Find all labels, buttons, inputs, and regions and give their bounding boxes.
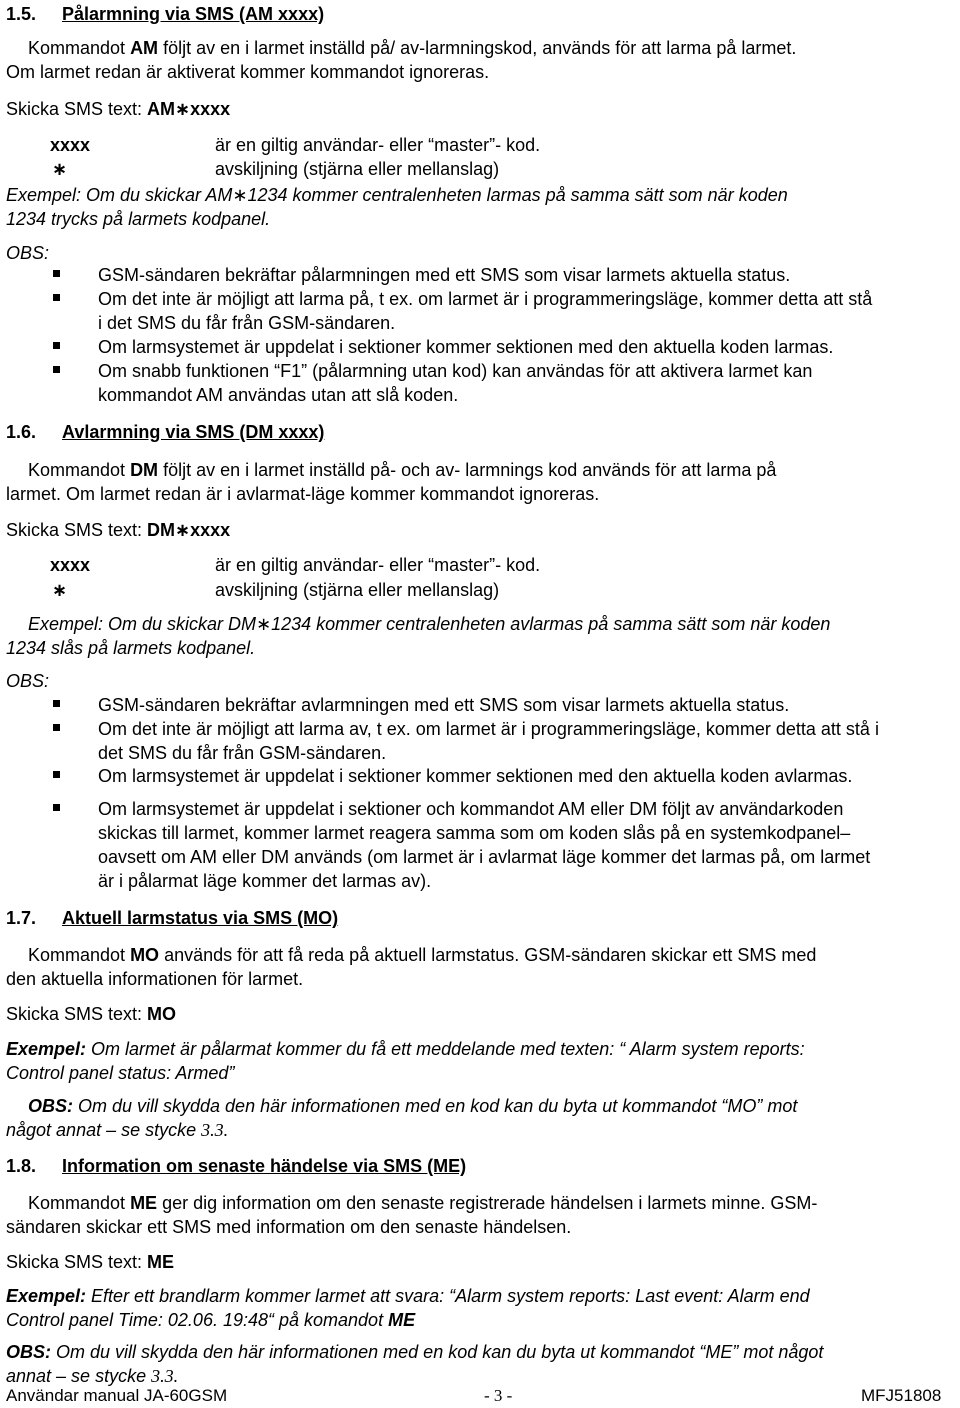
sms-code: AM∗xxxx — [147, 99, 231, 119]
term-definition: avskiljning (stjärna eller mellanslag) — [215, 580, 500, 600]
command: MO — [130, 945, 160, 965]
section-title-1-7: Aktuell larmstatus via SMS (MO) — [62, 908, 339, 928]
label: Skicka SMS text: — [6, 520, 148, 540]
text: Om du vill skydda den här informationen med en kod kan du byta ut kommandot “ME” mot något — [51, 1342, 824, 1362]
bullet-text: Om snabb funktionen “F1” (pålarmning utan kod) kan användas för att aktivera larmet kan — [98, 361, 813, 381]
term-definition: är en giltig användar- eller “master”- kod. — [215, 555, 541, 575]
bullet-icon — [53, 270, 60, 277]
bullet-text: GSM-sändaren bekräftar avlarmningen med ett SMS som visar larmets aktuella status. — [98, 695, 790, 715]
obs-note — [6, 1118, 228, 1142]
section-reference: 3.3. — [151, 1366, 179, 1386]
text: följt av en i larmet inställd på/ av-larmningskod, används för att larma på larmet. — [158, 38, 797, 58]
bullet-text: Om larmsystemet är uppdelat i sektioner kommer sektionen med den aktuella koden larmas. — [98, 337, 834, 357]
bullet-icon — [53, 366, 60, 373]
paragraph — [28, 943, 816, 967]
bullet-icon — [53, 771, 60, 778]
bullet-text: Om det inte är möjligt att larma på, t ex. om larmet är i programmeringsläge, kommer detta att stå — [98, 289, 873, 309]
footer-page-number: - 3 - — [484, 1386, 513, 1405]
paragraph: Om larmet redan är aktiverat kommer kommandot ignoreras. — [6, 62, 490, 82]
bullet-icon — [53, 724, 60, 731]
example-line: Exempel: Om du skickar DM∗1234 kommer centralenheten avlarmas på samma sätt som när koden — [28, 614, 831, 634]
obs-label: OBS: — [6, 671, 50, 691]
bullet-text: Om larmsystemet är uppdelat i sektioner kommer sektionen med den aktuella koden avlarmas. — [98, 766, 853, 786]
term-xxxx: xxxx — [50, 135, 91, 155]
footer-manual-name: Användar manual JA-60GSM — [6, 1386, 228, 1405]
obs-label: OBS: — [28, 1096, 73, 1116]
section-number-1-7: 1.7. — [6, 908, 37, 928]
text: Om larmet är pålarmat kommer du få ett meddelande med texten: “ Alarm system reports: — [86, 1039, 805, 1059]
term-definition: är en giltig användar- eller “master”- kod. — [215, 135, 541, 155]
paragraph: sändaren skickar ett SMS med information om den senaste händelsen. — [6, 1217, 572, 1237]
section-title-1-5: Pålarmning via SMS (AM xxxx) — [62, 4, 325, 24]
example-label: Exempel: — [6, 1286, 87, 1306]
section-title-1-6: Avlarmning via SMS (DM xxxx) — [62, 422, 325, 442]
paragraph — [28, 36, 796, 60]
text: ger dig information om den senaste registrerade händelsen i larmets minne. GSM- — [157, 1193, 818, 1213]
text: något annat – se stycke — [6, 1120, 202, 1140]
sms-code: MO — [147, 1004, 177, 1024]
text: Control panel Time: 02.06. 19:48“ på komandot — [6, 1310, 389, 1330]
example-line: 1234 trycks på larmets kodpanel. — [6, 209, 271, 229]
bullet-icon — [53, 804, 60, 811]
sms-text-line — [6, 97, 230, 121]
paragraph — [28, 458, 776, 482]
text: Om du vill skydda den här informationen med en kod kan du byta ut kommandot “MO” mot — [73, 1096, 798, 1116]
term-star: ∗ — [52, 159, 68, 179]
text: Kommandot — [28, 460, 131, 480]
paragraph — [28, 1191, 817, 1215]
label: Skicka SMS text: — [6, 1252, 148, 1272]
bullet-text: i det SMS du får från GSM-sändaren. — [98, 313, 396, 333]
section-title-1-8: Information om senaste händelse via SMS (ME) — [62, 1156, 467, 1176]
text: Kommandot — [28, 38, 131, 58]
sms-text-line — [6, 518, 230, 542]
paragraph: larmet. Om larmet redan är i avlarmat-läge kommer kommandot ignoreras. — [6, 484, 600, 504]
text: Kommandot — [28, 1193, 131, 1213]
bullet-icon — [53, 342, 60, 349]
section-reference: 3.3. — [201, 1120, 229, 1140]
bullet-icon — [53, 294, 60, 301]
footer-doc-code: MFJ51808 — [861, 1386, 942, 1405]
bullet-text: oavsett om AM eller DM används (om larmet är i avlarmat läge kommer det larmas på, om larmet — [98, 847, 871, 867]
bullet-text: det SMS du får från GSM-sändaren. — [98, 743, 387, 763]
obs-label: OBS: — [6, 243, 50, 263]
bullet-text: kommandot AM användas utan att slå koden. — [98, 385, 459, 405]
term-xxxx: xxxx — [50, 555, 91, 575]
obs-label: OBS: — [6, 1342, 51, 1362]
text: annat – se stycke — [6, 1366, 152, 1386]
term-star: ∗ — [52, 580, 68, 600]
section-number-1-6: 1.6. — [6, 422, 37, 442]
example-line: Control panel status: Armed” — [6, 1063, 235, 1083]
label: Skicka SMS text: — [6, 1004, 148, 1024]
section-number-1-5: 1.5. — [6, 4, 37, 24]
command: ME — [388, 1310, 416, 1330]
sms-text-line — [6, 1002, 176, 1026]
term-definition: avskiljning (stjärna eller mellanslag) — [215, 159, 500, 179]
bullet-text: GSM-sändaren bekräftar pålarmningen med ett SMS som visar larmets aktuella status. — [98, 265, 791, 285]
paragraph: den aktuella informationen för larmet. — [6, 969, 304, 989]
obs-note — [28, 1094, 797, 1118]
example-line — [6, 1308, 415, 1332]
bullet-icon — [53, 700, 60, 707]
obs-note — [6, 1340, 823, 1364]
text: Efter ett brandlarm kommer larmet att svara: “Alarm system reports: Last event: Alarm end — [86, 1286, 810, 1306]
example-line: 1234 slås på larmets kodpanel. — [6, 638, 256, 658]
command: DM — [130, 460, 159, 480]
sms-code: ME — [147, 1252, 175, 1272]
label: Skicka SMS text: — [6, 99, 148, 119]
example-label: Exempel: — [6, 1039, 87, 1059]
bullet-text: Om larmsystemet är uppdelat i sektioner och kommandot AM eller DM följt av användarkoden — [98, 799, 844, 819]
example-line: Exempel: Om du skickar AM∗1234 kommer centralenheten larmas på samma sätt som när koden — [6, 185, 788, 205]
sms-text-line — [6, 1250, 174, 1274]
text: används för att få reda på aktuell larmstatus. GSM-sändaren skickar ett SMS med — [159, 945, 817, 965]
sms-code: DM∗xxxx — [147, 520, 231, 540]
text: Kommandot — [28, 945, 131, 965]
text: följt av en i larmet inställd på- och av- larmnings kod används för att larma på — [158, 460, 777, 480]
example-line — [6, 1284, 810, 1308]
command: AM — [130, 38, 159, 58]
bullet-text: är i pålarmat läge kommer det larmas av). — [98, 871, 432, 891]
section-number-1-8: 1.8. — [6, 1156, 37, 1176]
example-line — [6, 1037, 805, 1061]
command: ME — [130, 1193, 158, 1213]
bullet-text: skickas till larmet, kommer larmet reagera samma som om koden slås på en systemkodpanel– — [98, 823, 851, 843]
bullet-text: Om det inte är möjligt att larma av, t ex. om larmet är i programmeringsläge, kommer detta att stå i — [98, 719, 879, 739]
